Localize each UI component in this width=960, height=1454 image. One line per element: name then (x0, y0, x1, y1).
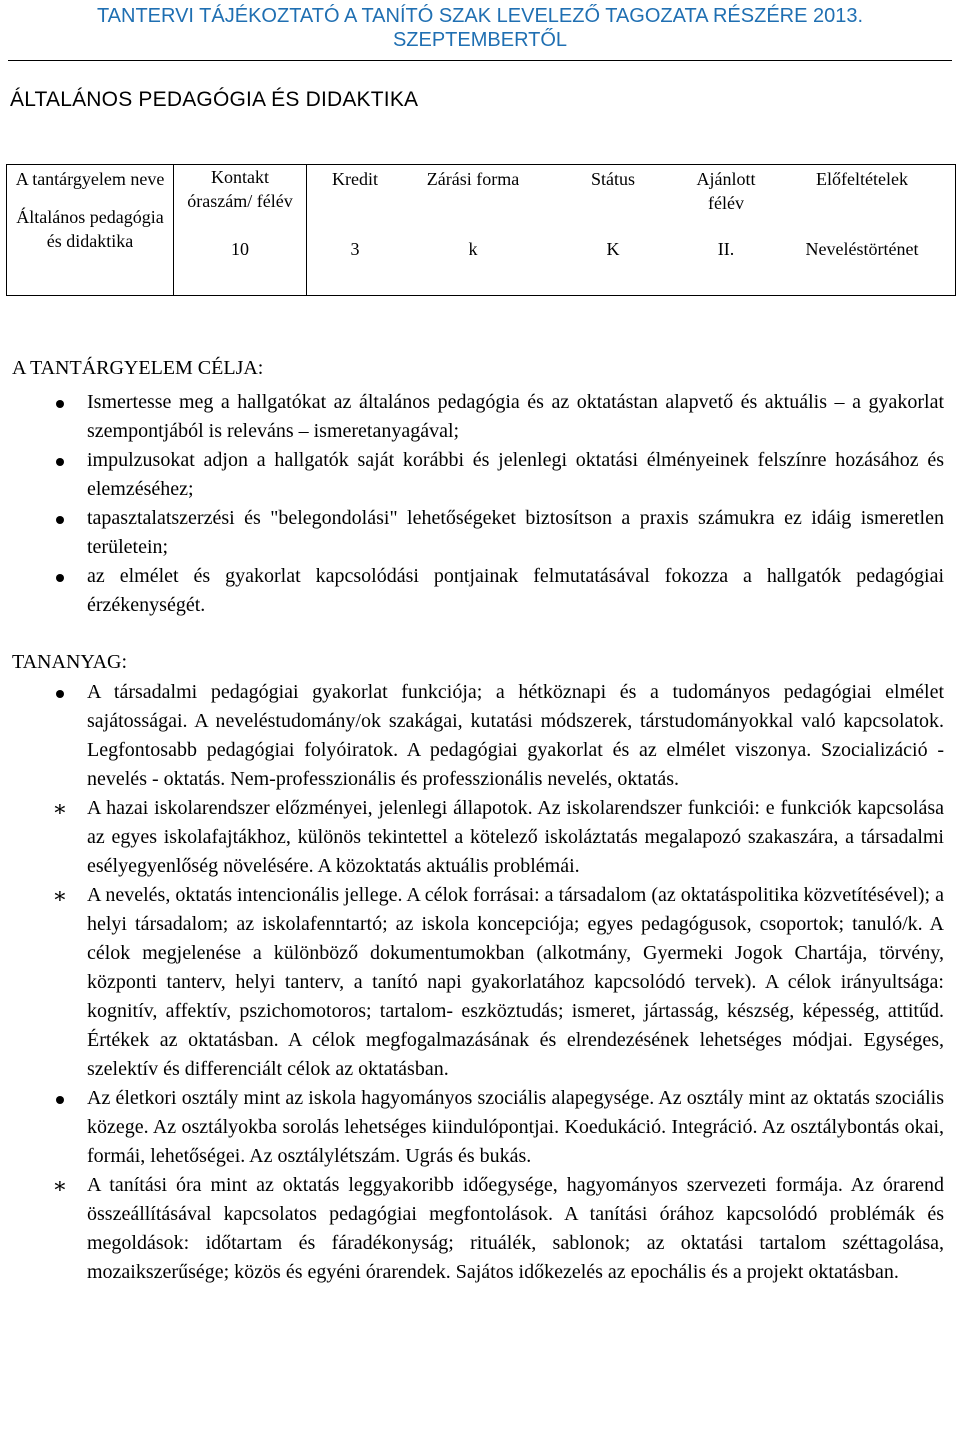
content-list (12, 678, 944, 1287)
course-details-table (307, 165, 955, 261)
prerequisites-header: Előfeltételek (816, 169, 908, 189)
goal-item-text: Ismertesse meg a hallgatókat az általános pedagógia és az oktatástan alapvető és aktuális – a gyakorlat szempontjából is releváns – ismeretanyagával; (87, 391, 944, 442)
bullet-icon (52, 678, 68, 707)
recommended-semester-header: Ajánlott félév (696, 169, 756, 213)
content-section-title: TANANYAG: (12, 651, 128, 673)
course-name-value: Általános pedagógia és didaktika (16, 207, 164, 251)
bullet-icon (52, 446, 68, 475)
credit-value: 3 (350, 239, 360, 259)
status-value: K (606, 239, 620, 259)
goal-section-title: A TANTÁRGYELEM CÉLJA: (12, 357, 264, 379)
closing-form-value: k (468, 239, 478, 259)
status-header: Státus (590, 169, 635, 189)
header-divider (8, 60, 952, 61)
course-data-cell (174, 165, 307, 296)
goal-item (12, 388, 944, 446)
course-name-cell (7, 165, 174, 296)
course-details-cell (307, 165, 956, 296)
course-name-header: A tantárgyelem neve (15, 169, 165, 189)
goal-item-text: az elmélet és gyakorlat kapcsolódási pontjainak felmutatásával fokozza a hallgatók pedagógiai érzékenységét. (87, 565, 944, 616)
bullet-icon (52, 388, 68, 417)
prerequisites-value: Neveléstörténet (805, 239, 919, 259)
credit-header: Kredit (332, 169, 378, 189)
content-item (12, 794, 944, 881)
goal-item-text: impulzusokat adjon a hallgatók saját korábbi és jelenlegi oktatási élményeinek felszínre hozásához és elemzéséhez; (87, 449, 944, 500)
goal-item (12, 446, 944, 504)
content-item (12, 1084, 944, 1171)
content-item-text: A társadalmi pedagógiai gyakorlat funkciója; a hétköznapi és a tudományos pedagógiai elmélet sajátosságai. A neveléstudomány/ok szakágai, kutatási módszerek, társtudományokkal való kapcsolatok. Legfontosabb pedagógiai folyóiratok. A pedagógiai gyakorlat és az elmélet viszonya. Szocializáció - nevelés - oktatás. Nem-professzionális és professzionális nevelés, oktatás. (87, 681, 944, 790)
document-title: ÁLTALÁNOS PEDAGÓGIA ÉS DIDAKTIKA (10, 88, 419, 111)
header-line-2: SZEPTEMBERTŐL (392, 29, 568, 51)
course-info-table (6, 164, 956, 296)
goal-item (12, 562, 944, 620)
recommended-semester-value: II. (717, 239, 735, 259)
content-item (12, 678, 944, 794)
content-item-text: A nevelés, oktatás intencionális jellege. A célok forrásai: a társadalom (az oktatáspolitika közvetítésével); a helyi társadalom; az iskolafenntartó; az iskola koncepciója; egyes pedagógusok, csoportok; tanuló/k. A célok megjelenése a különböző dokumentumokban (alkotmány, Gyermeki Jogok Chartája, törvény, központi tanterv, helyi tanterv, a tanító napi gyakorlatához kapcsolódó tervek). A célok irányultsága: kognitív, affektív, pszichomotoros; tartalom- eszköztudás; ismeret, jártasság, készség, képesség, attitűd. Értékek az oktatásban. A célok megfogalmazásának és elrendezésének lehetséges módjai. Egységes, szelektív és differenciált célok az oktatásban. (87, 884, 944, 1080)
contact-hours-value: 10 (231, 239, 249, 259)
closing-form-header: Zárási forma (426, 169, 520, 189)
content-item-text: A tanítási óra mint az oktatás leggyakoribb időegysége, hagyományos szervezeti formája. Az órarend összeállításával kapcsolatos pedagógiai megfontolások. A tanítási órához kapcsolódó problémák és megoldások: időtartam és fáradékonyság; rituálék, sablonok; az oktatási tartalom széttagolása, mozaikszerűsége; közös és egyéni órarendek. Sajátos időkezelés az epochális és a projekt oktatásban. (87, 1174, 944, 1283)
page-header (0, 0, 960, 52)
header-line-1: TANTERVI TÁJÉKOZTATÓ A TANÍTÓ SZAK LEVELEZŐ TAGOZATA RÉSZÉRE 2013. (96, 5, 864, 27)
content-item (12, 1171, 944, 1287)
bullet-icon (52, 1084, 68, 1113)
goal-item-text: tapasztalatszerzési és "belegondolási" lehetőségeket biztosítson a praxis számukra ez idáig ismeretlen területein; (87, 507, 944, 558)
goal-list (12, 388, 944, 620)
bullet-icon (52, 562, 68, 591)
content-item (12, 881, 944, 1084)
content-item-text: A hazai iskolarendszer előzményei, jelenlegi állapotok. Az iskolarendszer funkciói: e funkciók kapcsolása az egyes iskolafajtákhoz, különös tekintettel a kötelező iskoláztatás megalapozó szakaszára, a társadalmi esélyegyenlőség növelésére. A közoktatás aktuális problémái. (87, 797, 944, 877)
asterisk-icon: ∗ (52, 1173, 68, 1198)
contact-hours-header: Kontakt óraszám/ félév (187, 167, 293, 211)
asterisk-icon: ∗ (52, 796, 68, 821)
asterisk-icon: ∗ (52, 883, 68, 908)
content-item-text: Az életkori osztály mint az iskola hagyományos szociális alapegysége. Az osztály mint az oktatás szociális közege. Az osztályokba sorolás lehetséges kiindulópontjai. Koedukáció. Integráció. Az osztálybontás okai, formái, lehetőségei. Az osztálylétszám. Ugrás és bukás. (87, 1087, 944, 1167)
goal-item (12, 504, 944, 562)
bullet-icon (52, 504, 68, 533)
